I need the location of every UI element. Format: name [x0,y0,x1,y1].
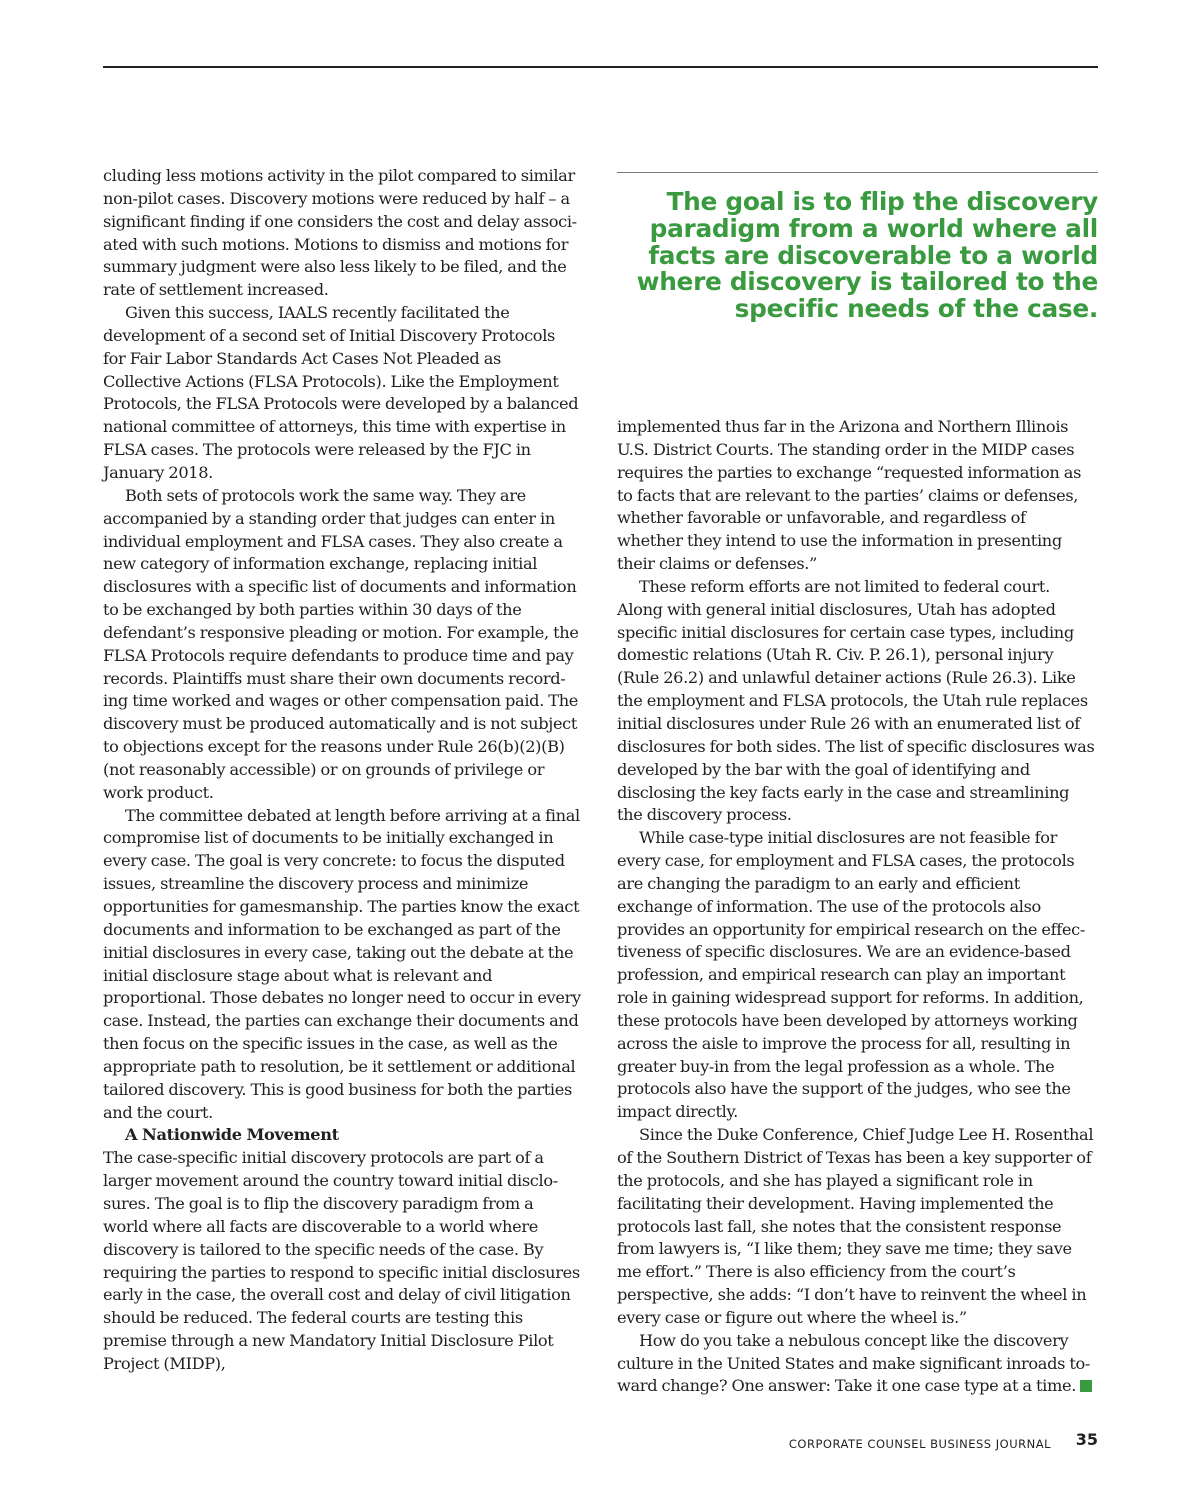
footer-publication: CORPORATE COUNSEL BUSINESS JOURNAL [788,1437,1051,1451]
closing-text: How do you take a nebulous concept like the discovery culture in the United States and make significant inroads toward change? One answer: Take it one case type at a time. [617,1330,1091,1396]
body-paragraph: Both sets of protocols work the same way. They are accompanied by a standing order that judges can enter in individual employment and FLSA cases. They also create a new category of information exchange, replacing initial disclosures with a specific list of documents and information to be exchanged by both parties within 30 days of the defendant’s responsive pleading or motion. For example, the FLSA Protocols require defendants to produce time and pay records. Plaintiffs must share their own documents recording time worked and wages or other compensation paid. The discovery must be produced automatically and is not subject to objections except for the reasons under Rule 26(b)(2)(B) (not reasonably accessible) or on grounds of privilege or work product. [103,485,579,802]
top-rule [103,66,1098,68]
right-column [617,416,1095,1398]
pull-quote-rule [617,172,1098,173]
closing-paragraph [617,1330,1095,1399]
body-paragraph: implemented thus far in the Arizona and Northern Illinois U.S. District Courts. The standing order in the MIDP cases requires the parties to exchange “requested information as to facts that are relevant to the parties’ claims or defenses, whether favorable or unfavorable, and regardless of whether they intend to use the information in presenting their claims or defenses.” [617,417,1082,574]
body-paragraph: Given this success, IAALS recently facilitated the development of a second set of Initial Discovery Protocols for Fair Labor Standards Act Cases Not Pleaded as Collective Actions (FLSA Protocols). Like the Employment Protocols, the FLSA Protocols were developed by a balanced national committee of attorneys, this time with expertise in FLSA cases. The protocols were released by the FJC in January 2018. [103,303,579,482]
body-paragraph: These reform efforts are not limited to federal court. Along with general initial disclosures, Utah has adopted specific initial disclosures for certain case types, including domestic relations (Utah R. Civ. P. 26.1), personal injury (Rule 26.2) and unlawful detainer actions (Rule 26.3). Like the employment and FLSA protocols, the Utah rule replaces initial disclosures under Rule 26 with an enumerated list of disclosures for both sides. The list of specific disclosures was developed by the bar with the goal of identifying and disclosing the key facts early in the case and streamlining the discovery process. [617,576,1095,825]
end-mark-icon [1080,1380,1092,1392]
body-paragraph: The case-specific initial discovery protocols are part of a larger movement around the country toward initial disclosures. The goal is to flip the discovery paradigm from a world where all facts are discoverable to a world where discovery is tailored to the specific needs of the case. By requiring the parties to respond to specific initial disclosures early in the case, the overall cost and delay of civil litigation should be reduced. The federal courts are testing this premise through a new Mandatory Initial Disclosure Pilot Project (MIDP), [103,1148,580,1373]
body-paragraph: While case-type initial disclosures are not feasible for every case, for employment and FLSA cases, the protocols are changing the paradigm to an early and efficient exchange of information. The use of the protocols also provides an opportunity for empirical research on the effectiveness of specific disclosures. We are an evidence-based profession, and empirical research can play an important role in gaining widespread support for reforms. In addition, these protocols have been developed by attorneys working across the aisle to improve the process for all, resulting in greater buy-in from the legal profession as a whole. The protocols also have the support of the judges, who see the impact directly. [617,828,1086,1122]
body-paragraph: Since the Duke Conference, Chief Judge Lee H. Rosenthal of the Southern District of Texas has been a key supporter of the protocols, and she has played a significant role in facilitating their development. Having implemented the protocols last fall, she notes that the consistent response from lawyers is, “I like them; they save me time; they save me effort.” There is also efficiency from the court’s perspective, she adds: “I don’t have to reinvent the wheel in every case or figure out where the wheel is.” [617,1125,1094,1327]
left-column [103,165,581,1376]
page-number: 35 [1075,1430,1098,1449]
body-paragraph: The committee debated at length before arriving at a final compromise list of documents to be initially exchanged in every case. The goal is very concrete: to focus the disputed issues, streamline the discovery process and minimize opportunities for gamesmanship. The parties know the exact documents and information to be exchanged as part of the initial disclosures in every case, taking out the debate at the initial disclosure stage about what is relevant and proportional. Those debates no longer need to occur in every case. Instead, the parties can exchange their documents and then focus on the specific issues in the case, as well as the appropriate path to resolution, be it settlement or additional tailored discovery. This is good business for both the parties and the court. [103,805,581,1122]
section-heading: A Nationwide Movement [125,1125,339,1145]
body-paragraph: cluding less motions activity in the pilot compared to similar non-pilot cases. Discovery motions were reduced by half – a significant finding if one considers the cost and delay associated with such motions. Motions to dismiss and motions for summary judgment were also less likely to be filed, and the rate of settlement increased. [103,166,578,300]
pull-quote: The goal is to flip the discovery paradigm from a world where all facts are discoverable to a world where discovery is tailored to the specific needs of the case. [636,187,1098,324]
